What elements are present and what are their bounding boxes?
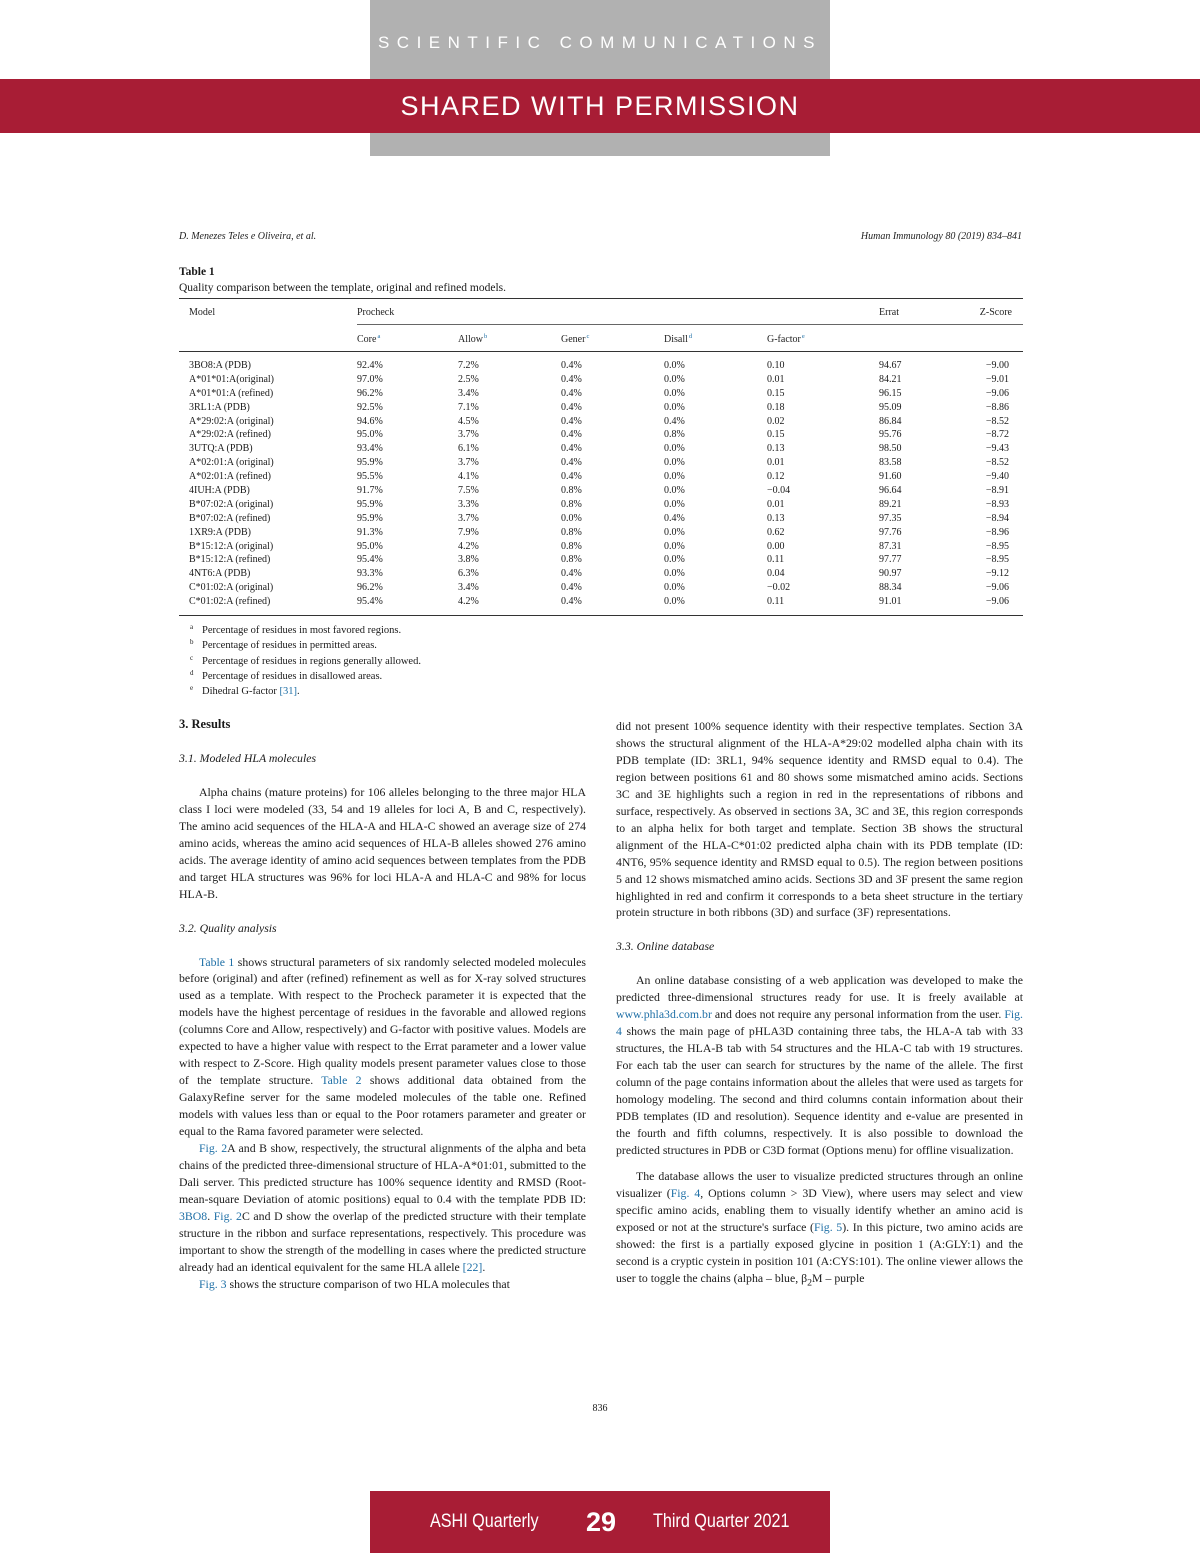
footnote: b Percentage of residues in permitted areas. <box>190 638 421 653</box>
cell-disall: 0.8% <box>664 429 685 441</box>
cell-disall: 0.0% <box>664 582 685 594</box>
cell-gener: 0.4% <box>561 596 582 608</box>
cell-allow: 3.7% <box>458 457 479 469</box>
running-head-authors: D. Menezes Teles e Oliveira, et al. <box>179 231 317 242</box>
cell-core: 91.7% <box>357 485 383 497</box>
cell-errat: 96.15 <box>879 387 902 399</box>
paragraph: Alpha chains (mature proteins) for 106 alleles belonging to the three major HLA class I loci were modeled (33, 54 and 19 alleles for loci A, B and C, respectively). The amino acid sequences of the HLA-A and HLA-C showed an average size of 274 amino acids, whereas the amino acid sequences of HLA-B alleles showed 276 amino acids. The average identity of amino acid sequences between templates from the PDB and target HLA structures was 96% for loci HLA-A and HLA-C and 98% for locus HLA-B. <box>179 784 586 901</box>
cell-gfactor: 0.18 <box>767 401 785 413</box>
table-label: Table 1 <box>179 266 215 278</box>
cell-core: 95.4% <box>357 596 383 608</box>
cell-model: A*01*01:A(original) <box>189 373 274 385</box>
paragraph: An online database consisting of a web application was developed to make the predicted three-dimensional structures ready for use. It is freely available at www.phla3d.com.br and does not require any personal information from the user. Fig. 4 shows the main page of pHLA3D containing three tabs, the HLA-A tab with 33 structures, the HLA-B tab with 54 structures and the HLA-C tab with 19 structures. For each tab the user can search for structures by the name of the allele. The first column of the page contains information about the alleles that were used as targets for homology modeling. The second and third columns contain information about their PDB templates (ID and resolution). Sequence identity and e-value are presented in the fourth and fifth columns, respectively. It is also possible to download the predicted structures in PDB or C3D format (Options menu) for offline visualization. <box>616 973 1023 1157</box>
cell-errat: 88.34 <box>879 582 902 594</box>
cell-gener: 0.4% <box>561 568 582 580</box>
cell-gener: 0.8% <box>561 554 582 566</box>
footnote-mark: c <box>586 333 590 340</box>
table-row <box>179 471 1023 485</box>
cell-disall: 0.0% <box>664 498 685 510</box>
cell-gfactor: −0.02 <box>767 582 791 594</box>
cell-gfactor: 0.01 <box>767 457 785 469</box>
col-head-zscore: Z-Score <box>979 307 1012 318</box>
cell-zscore: −9.06 <box>985 582 1009 594</box>
table-row <box>179 443 1023 457</box>
cell-errat: 91.01 <box>879 596 902 608</box>
footnote-mark: c <box>190 653 194 662</box>
cell-model: B*07:02:A (original) <box>189 498 274 510</box>
footer-band <box>370 1491 830 1553</box>
cell-model: 1XR9:A (PDB) <box>189 526 251 538</box>
cell-model: 3UTQ:A (PDB) <box>189 443 253 455</box>
cell-core: 92.5% <box>357 401 383 413</box>
pdb-3bo8-link[interactable]: 3BO8 <box>179 1208 208 1223</box>
cell-gfactor: 0.01 <box>767 373 785 385</box>
table-2-link[interactable]: Table 2 <box>321 1073 362 1088</box>
cell-disall: 0.0% <box>664 596 685 608</box>
table-row <box>179 429 1023 443</box>
section-3-1-heading: 3.1. Modeled HLA molecules <box>179 750 317 765</box>
cell-disall: 0.4% <box>664 512 685 524</box>
cell-gener: 0.4% <box>561 457 582 469</box>
cell-gfactor: 0.13 <box>767 443 785 455</box>
table-row <box>179 402 1023 416</box>
cell-gener: 0.8% <box>561 540 582 552</box>
cell-errat: 94.67 <box>879 360 902 371</box>
table-row <box>179 499 1023 513</box>
cell-zscore: −8.52 <box>985 457 1009 469</box>
cell-disall: 0.0% <box>664 360 685 371</box>
table-bottom-rule <box>179 615 1023 616</box>
cell-gfactor: 0.11 <box>767 596 785 608</box>
table-row <box>179 527 1023 541</box>
cell-gener: 0.0% <box>561 512 582 524</box>
section-kicker: SCIENTIFIC COMMUNICATIONS <box>377 33 823 52</box>
cell-gener: 0.8% <box>561 498 582 510</box>
cell-core: 95.9% <box>357 457 383 469</box>
cell-zscore: −8.95 <box>985 554 1009 566</box>
cell-model: C*01:02:A (refined) <box>189 596 271 608</box>
page-number: 836 <box>592 1403 608 1414</box>
cell-disall: 0.0% <box>664 373 685 385</box>
cell-model: A*29:02:A (refined) <box>189 429 271 441</box>
cell-zscore: −8.86 <box>985 401 1009 413</box>
cell-gfactor: 0.10 <box>767 360 785 371</box>
cell-errat: 91.60 <box>879 471 902 483</box>
cell-disall: 0.0% <box>664 554 685 566</box>
cell-gener: 0.4% <box>561 443 582 455</box>
col-head-allow: Allow$^b$ <box>458 333 488 345</box>
cell-allow: 3.7% <box>458 512 479 524</box>
cell-gener: 0.4% <box>561 415 582 427</box>
footnote-mark: b <box>484 333 488 340</box>
cell-disall: 0.0% <box>664 540 685 552</box>
cell-core: 91.3% <box>357 526 383 538</box>
section-3-2-heading: 3.2. Quality analysis <box>179 920 277 935</box>
cell-core: 97.0% <box>357 373 383 385</box>
cell-core: 92.4% <box>357 360 383 371</box>
procheck-sub-rule <box>357 324 1023 325</box>
body-right-column <box>616 718 1023 1292</box>
cell-allow: 4.5% <box>458 415 479 427</box>
results-heading: 3. Results <box>179 717 231 731</box>
cell-core: 93.3% <box>357 568 383 580</box>
fig-5-link[interactable]: Fig. 5 <box>813 1219 843 1234</box>
cell-errat: 89.21 <box>879 498 902 510</box>
cell-errat: 97.76 <box>879 526 902 538</box>
cell-model: A*01*01:A (refined) <box>189 387 274 399</box>
cell-gener: 0.8% <box>561 485 582 497</box>
cell-allow: 7.2% <box>458 360 479 371</box>
cell-allow: 3.7% <box>458 429 479 441</box>
col-head-gener: Gener$^c$ <box>561 333 590 345</box>
cell-errat: 95.76 <box>879 429 902 441</box>
cell-gfactor: 0.04 <box>767 568 785 580</box>
col-head-procheck: Procheck <box>357 307 395 318</box>
cell-zscore: −9.43 <box>985 443 1009 455</box>
cell-errat: 97.77 <box>879 554 902 566</box>
cell-disall: 0.0% <box>664 471 685 483</box>
cell-gfactor: 0.02 <box>767 415 785 427</box>
cell-allow: 4.1% <box>458 471 479 483</box>
cell-gener: 0.4% <box>561 582 582 594</box>
cell-gener: 0.4% <box>561 401 582 413</box>
cell-allow: 4.2% <box>458 596 479 608</box>
cell-gfactor: 0.11 <box>767 554 785 566</box>
cell-zscore: −9.01 <box>985 373 1009 385</box>
cell-allow: 7.1% <box>458 401 479 413</box>
col-head-errat: Errat <box>879 307 899 318</box>
cell-errat: 97.35 <box>879 512 902 524</box>
table-row <box>179 457 1023 471</box>
table-row <box>179 388 1023 402</box>
table-row <box>179 582 1023 596</box>
cell-errat: 98.50 <box>879 443 902 455</box>
footnote: a Percentage of residues in most favored regions. <box>190 623 421 638</box>
cell-allow: 3.8% <box>458 554 479 566</box>
cell-allow: 3.3% <box>458 498 479 510</box>
cell-errat: 84.21 <box>879 373 902 385</box>
cell-model: 3RL1:A (PDB) <box>189 401 250 413</box>
table-row <box>179 568 1023 582</box>
cell-gfactor: −0.04 <box>767 485 791 497</box>
table-row <box>179 374 1023 388</box>
cell-core: 95.4% <box>357 554 383 566</box>
cell-gfactor: 0.13 <box>767 512 785 524</box>
citation-link[interactable]: [31] <box>279 686 298 698</box>
cell-core: 96.2% <box>357 582 383 594</box>
footnote-mark: b <box>190 638 194 647</box>
cell-allow: 2.5% <box>458 373 479 385</box>
cell-allow: 4.2% <box>458 540 479 552</box>
cell-core: 95.0% <box>357 540 383 552</box>
cell-model: A*02:01:A (refined) <box>189 471 271 483</box>
table-row <box>179 596 1023 610</box>
permission-banner: SHARED WITH PERMISSION <box>400 91 800 121</box>
table-head-rule <box>179 351 1023 352</box>
footnote: c Percentage of residues in regions generally allowed. <box>190 654 421 669</box>
cell-gener: 0.4% <box>561 471 582 483</box>
cell-zscore: −9.40 <box>985 471 1009 483</box>
cell-gfactor: 0.01 <box>767 498 785 510</box>
cell-disall: 0.0% <box>664 401 685 413</box>
cell-gfactor: 0.00 <box>767 540 785 552</box>
footnote-mark: e <box>801 333 805 340</box>
footer-page-number: 29 <box>586 1507 617 1537</box>
table-row <box>179 513 1023 527</box>
cell-allow: 3.4% <box>458 387 479 399</box>
table-row <box>179 416 1023 430</box>
paragraph: The database allows the user to visualize predicted structures through an online visualizer (Fig. 4, Options column > 3D View), where users may select and view specific amino acids, enabling them to visually identify whether an amino acid is exposed or not at the structure's surface (Fig. 5). In this picture, two amino acids are showed: the first is a partially exposed glycine in position 1 (A:GLY:1) and the second is a cryptic cystein in position 101 (A:CYS:101). The online viewer allows the user to toggle the chains (alpha – blue, $\beta_2M$ – purple <box>616 1168 1023 1288</box>
cell-core: 95.0% <box>357 429 383 441</box>
cell-zscore: −8.72 <box>985 429 1009 441</box>
table-body <box>179 360 1023 610</box>
cell-gener: 0.4% <box>561 429 582 441</box>
table-row <box>179 360 1023 374</box>
cell-allow: 7.9% <box>458 526 479 538</box>
footnote-mark: d <box>190 668 194 677</box>
footer-journal: ASHI Quarterly <box>430 1511 539 1532</box>
header-red-band <box>0 79 1200 133</box>
table-row <box>179 541 1023 555</box>
cell-disall: 0.4% <box>664 415 685 427</box>
cell-zscore: −8.91 <box>985 485 1009 497</box>
fig-2-link[interactable]: Fig. 2 <box>199 1141 228 1156</box>
cell-model: 3BO8:A (PDB) <box>189 360 251 371</box>
fig-2-link[interactable]: Fig. 2 <box>213 1208 242 1223</box>
cell-gener: 0.4% <box>561 360 582 371</box>
cell-errat: 90.97 <box>879 568 902 580</box>
col-head-core: Core$^a$ <box>357 333 381 345</box>
table-row <box>179 485 1023 499</box>
cell-zscore: −8.52 <box>985 415 1009 427</box>
footnote-mark: a <box>377 333 381 340</box>
running-head-journal: Human Immunology 80 (2019) 834–841 <box>860 231 1022 242</box>
cell-model: 4NT6:A (PDB) <box>189 568 251 580</box>
cell-gfactor: 0.15 <box>767 387 785 399</box>
cell-model: B*07:02:A (refined) <box>189 512 271 524</box>
cell-gfactor: 0.15 <box>767 429 785 441</box>
cell-model: B*15:12:A (original) <box>189 540 274 552</box>
col-head-model: Model <box>189 307 216 318</box>
cell-model: C*01:02:A (original) <box>189 582 274 594</box>
cell-gener: 0.4% <box>561 373 582 385</box>
fig-4-link[interactable]: Fig. 4 <box>616 1007 1023 1039</box>
cell-disall: 0.0% <box>664 526 685 538</box>
cell-zscore: −8.94 <box>985 512 1009 524</box>
cell-allow: 3.4% <box>458 582 479 594</box>
fig-4-link[interactable]: Fig. 4 <box>670 1185 701 1200</box>
col-head-gfactor: G-factor$^e$ <box>767 333 805 345</box>
cell-gfactor: 0.12 <box>767 471 785 483</box>
cell-errat: 86.84 <box>879 415 902 427</box>
cell-allow: 6.1% <box>458 443 479 455</box>
footnote-mark: e <box>190 684 194 693</box>
col-head-disall: Disall$^d$ <box>664 333 693 345</box>
citation-link[interactable]: [22] <box>462 1259 483 1274</box>
cell-allow: 7.5% <box>458 485 479 497</box>
cell-zscore: −9.06 <box>985 596 1009 608</box>
cell-disall: 0.0% <box>664 443 685 455</box>
cell-model: A*02:01:A (original) <box>189 457 274 469</box>
cell-model: A*29:02:A (original) <box>189 415 274 427</box>
cell-gener: 0.8% <box>561 526 582 538</box>
cell-disall: 0.0% <box>664 387 685 399</box>
footer-issue: Third Quarter 2021 <box>653 1511 790 1532</box>
cell-errat: 83.58 <box>879 457 902 469</box>
fig-3-link[interactable]: Fig. 3 <box>199 1276 227 1291</box>
table-caption: Quality comparison between the template, original and refined models. <box>179 282 507 294</box>
footnote: e Dihedral G-factor [31]. <box>190 684 421 699</box>
footnote-mark: d <box>688 333 693 340</box>
cell-disall: 0.0% <box>664 485 685 497</box>
table-footnotes <box>190 623 421 699</box>
cell-gener: 0.4% <box>561 387 582 399</box>
paragraph: Fig. 3 shows the structure comparison of two HLA molecules that <box>199 1276 510 1291</box>
cell-zscore: −9.00 <box>985 360 1009 371</box>
paragraph: Table 1 shows structural parameters of six randomly selected modeled molecules before (original) and after (refined) refinement as well as for X-ray solved structures used as a template. With respect to the Procheck parameter it is expected that the models have the highest percentage of residues in the favorable and allowed regions (columns Core and Allow, respectively) and G-factor with positive values. Models are expected to have a higher value with respect to the Errat parameter and a lower value with respect to Z-Score. High quality models present parameter values close to those of the template structure. Table 2 shows additional data obtained from the GalaxyRefine server for the same modeled molecules of the table one. Refined models with values less than or equal to the Poor rotamers parameter and greater or equal to the Rama favored parameter were selected. <box>179 954 586 1139</box>
cell-model: B*15:12:A (refined) <box>189 554 271 566</box>
cell-core: 95.9% <box>357 498 383 510</box>
cell-zscore: −8.96 <box>985 526 1009 538</box>
paragraph: did not present 100% sequence identity with their respective templates. Section 3A shows the structural alignment of the HLA-A*29:02 modelled alpha chain with its PDB template (ID: 3RL1, 94% sequence identity and RMSD equal to 0.4). The region between positions 61 and 80 shows some mismatched amino acids. Sections 3C and 3E highlights such a region in red in the representations of ribbons and surface, respectively. As observed in sections 3A, 3C and 3E, this region corresponds to an alpha helix for both target and template. Section 3B shows the structural alignment of the HLA-C*01:02 predicted alpha chain with its PDB template (ID: 4NT6, 95% sequence identity and RMSD equal to 0.5). The region between positions 5 and 12 shows mismatched amino acids. Sections 3D and 3F present the same region highlighted in red and confirm it corresponds to a beta sheet structure in the tertiary protein structure in both ribbons (3D) and surface (3F) representations. <box>616 719 1023 920</box>
cell-zscore: −9.12 <box>985 568 1009 580</box>
section-3-3-heading: 3.3. Online database <box>616 939 715 954</box>
cell-gfactor: 0.62 <box>767 526 785 538</box>
cell-errat: 95.09 <box>879 401 902 413</box>
cell-core: 95.5% <box>357 471 383 483</box>
cell-core: 95.9% <box>357 512 383 524</box>
table-row <box>179 554 1023 568</box>
footnote-mark: a <box>190 623 194 631</box>
footnote: d Percentage of residues in disallowed areas. <box>190 669 421 684</box>
cell-core: 96.2% <box>357 387 383 399</box>
cell-errat: 87.31 <box>879 540 902 552</box>
cell-allow: 6.3% <box>458 568 479 580</box>
cell-errat: 96.64 <box>879 485 902 497</box>
cell-model: 4IUH:A (PDB) <box>189 485 250 497</box>
website-link[interactable]: www.phla3d.com.br <box>616 1007 712 1022</box>
cell-disall: 0.0% <box>664 568 685 580</box>
table-top-rule <box>179 298 1023 299</box>
cell-zscore: −8.93 <box>985 498 1009 510</box>
table-1-link[interactable]: Table 1 <box>199 954 235 969</box>
paragraph: Fig. 2A and B show, respectively, the structural alignments of the alpha and beta chains of the predicted three-dimensional structure of HLA-A*01:01, submitted to the Dali server. This predicted structure has 100% sequence identity and RMSD (Root-mean-square Deviation of atomic positions) equal to 0.4 with the template PDB ID: 3BO8. Fig. 2C and D show the overlap of the predicted structure with their template structure in the ribbon and surface representations, respectively. This procedure was important to show the strength of the modelling in cases where the predicted structure already had an identical equivalent for the same HLA allele [22]. <box>179 1141 586 1274</box>
cell-core: 93.4% <box>357 443 383 455</box>
cell-core: 94.6% <box>357 415 383 427</box>
cell-disall: 0.0% <box>664 457 685 469</box>
cell-zscore: −9.06 <box>985 387 1009 399</box>
cell-zscore: −8.95 <box>985 540 1009 552</box>
body-left-column <box>179 716 586 1293</box>
